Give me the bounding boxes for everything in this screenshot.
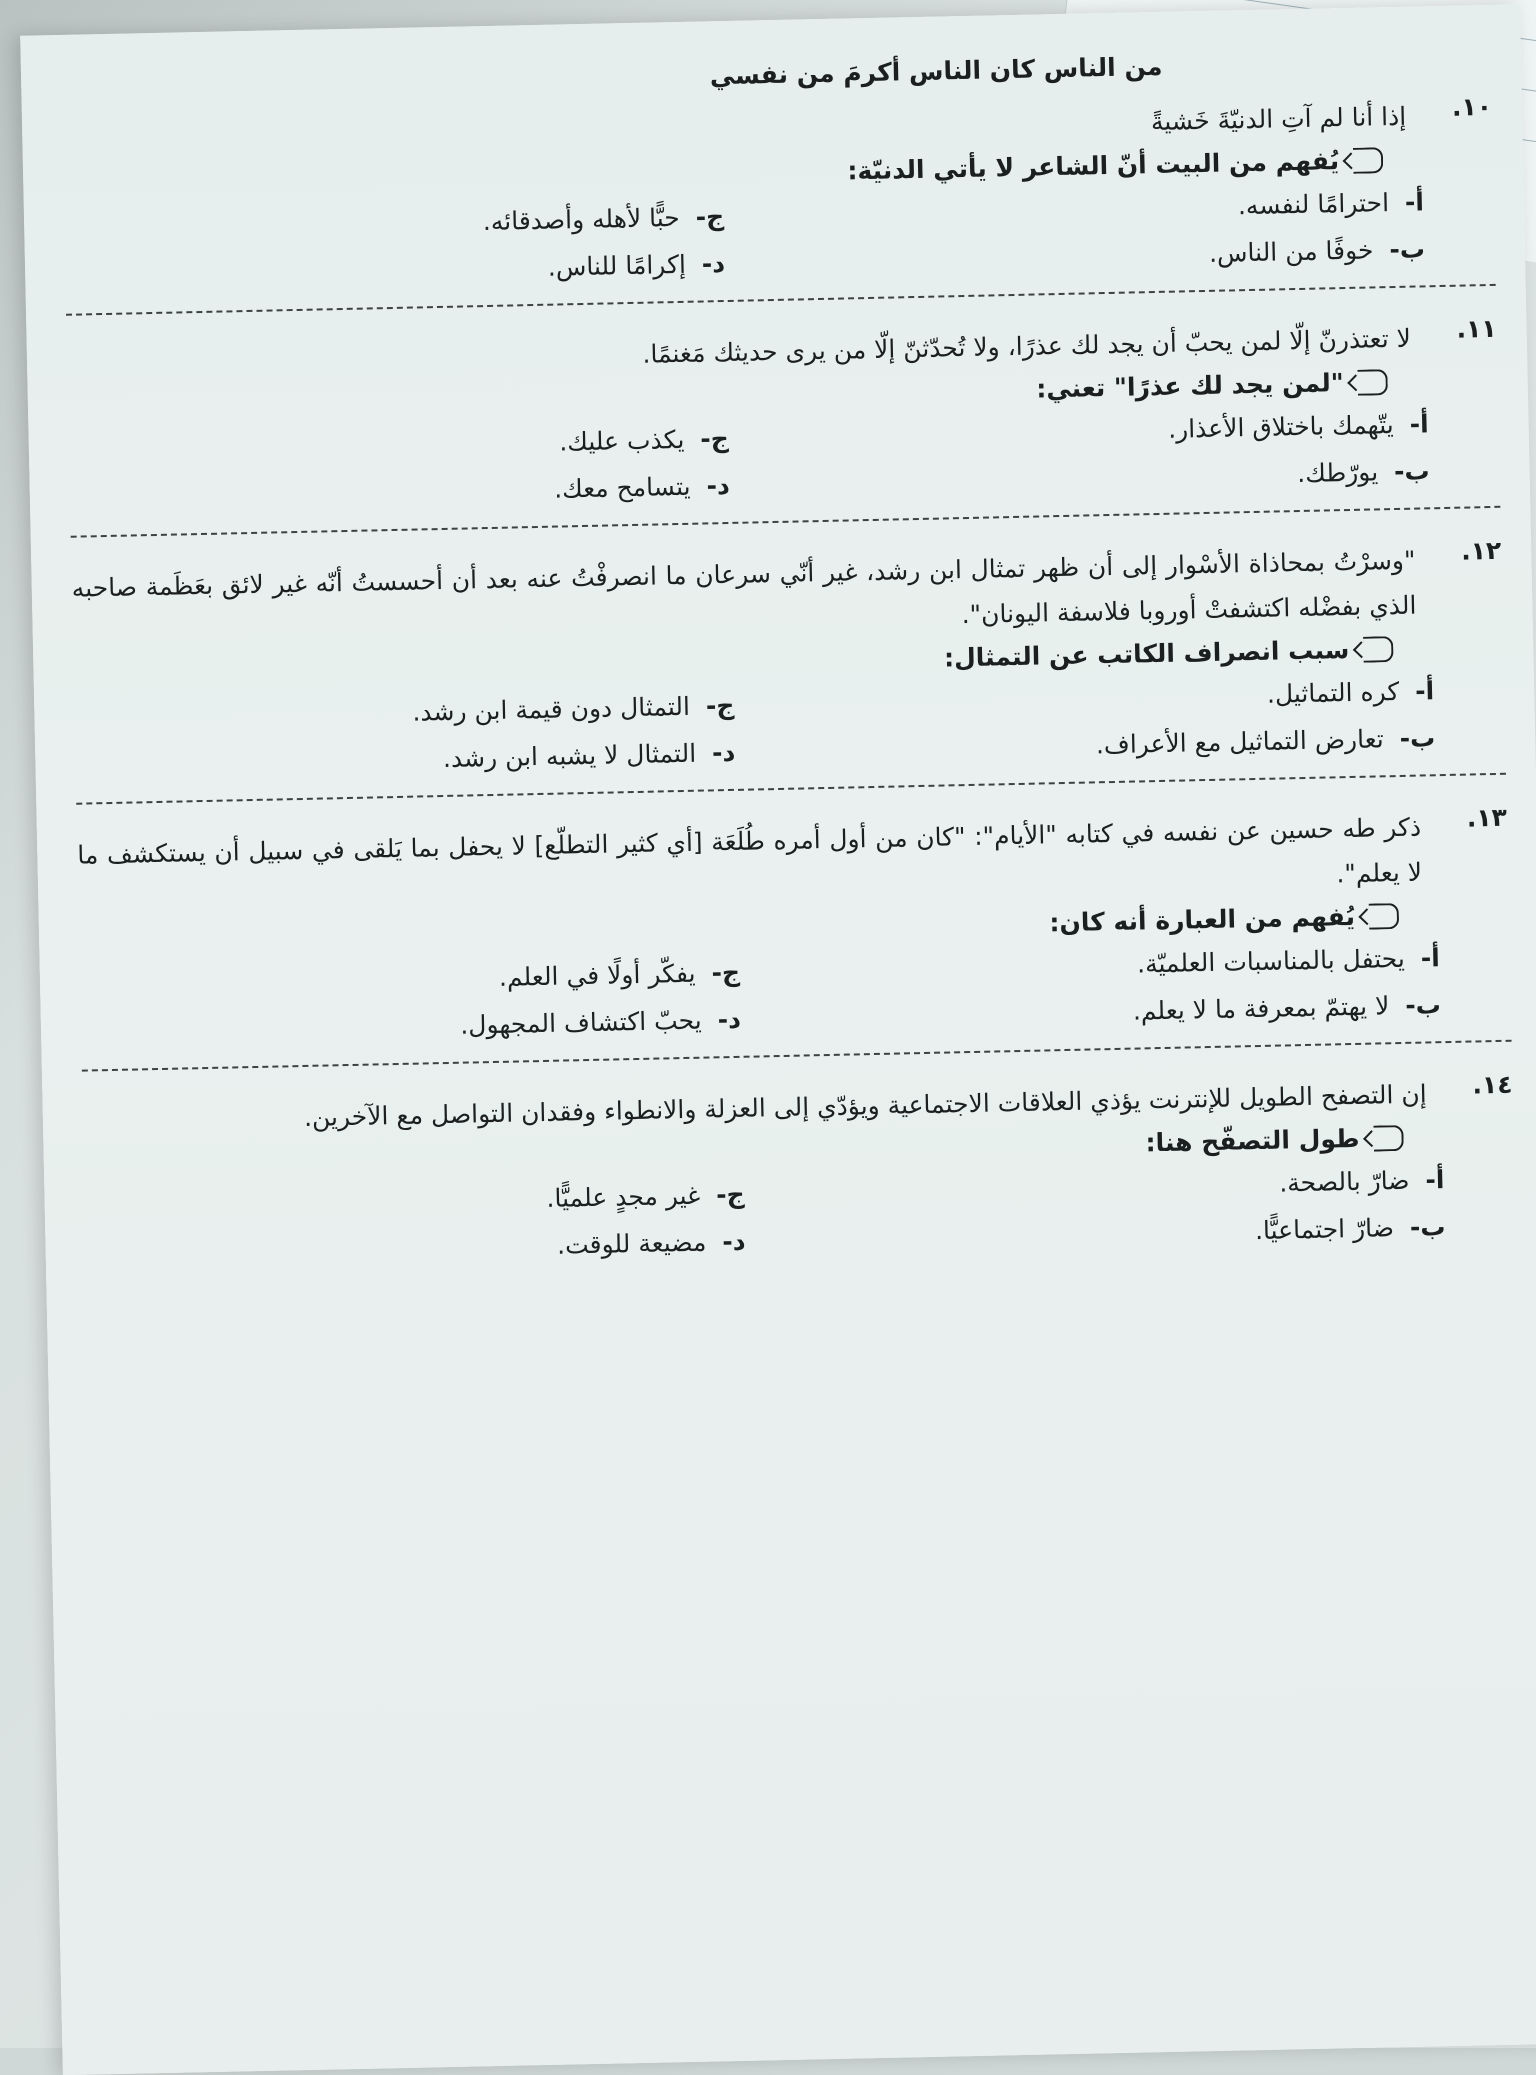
option-b[interactable] <box>769 456 1429 499</box>
option-letter: ب- <box>1399 723 1436 753</box>
option-d[interactable] <box>85 1227 745 1270</box>
option-letter: ج- <box>700 423 730 454</box>
option-text: مضيعة للوقت. <box>556 1227 707 1260</box>
option-text: تعارض التماثيل مع الأعراف. <box>1095 724 1384 760</box>
pointing-hand-icon <box>1357 369 1388 396</box>
option-b[interactable] <box>785 1212 1445 1255</box>
options-list <box>74 675 1505 781</box>
question-13 <box>77 803 1511 1048</box>
question-number: ١٢. <box>1460 535 1502 566</box>
question-number: ١١. <box>1456 313 1497 344</box>
options-list <box>64 186 1495 292</box>
option-d[interactable] <box>81 1005 741 1048</box>
question-text: لا تعتذرنّ إلّا لمن يحبّ أن يجد لك عذرًا، ولا تُحدّثنّ إلّا من يرى حديثك مَغنمًا. <box>642 323 1412 369</box>
option-d[interactable] <box>70 471 730 514</box>
question-text: ذكر طه حسين عن نفسه في كتابه "الأيام": "كان من أول أمره طُلَعَة [أي كثير التطلّع] لا يحفل بما يَلقى في سبيل أن يستكشف ما لا يعلم". <box>77 812 1423 889</box>
option-letter: ج- <box>695 202 725 232</box>
pointing-hand-icon <box>1363 636 1394 663</box>
exam-sheet <box>20 4 1536 2075</box>
question-10 <box>62 92 1495 292</box>
question-text: إذا أنا لم آتِ الدنيّةَ خَشيةً <box>1150 101 1407 137</box>
option-text: كره التماثيل. <box>1266 676 1400 709</box>
option-c[interactable] <box>69 424 729 467</box>
option-text: غير مجدٍ علميًّا. <box>546 1180 701 1213</box>
option-text: يفكّر أولًا في العلم. <box>498 958 696 992</box>
option-text: التمثال لا يشبه ابن رشد. <box>442 738 697 774</box>
option-letter: أ- <box>1404 187 1425 217</box>
option-text: التمثال دون قيمة ابن رشد. <box>412 691 691 727</box>
question-number: ١٠. <box>1451 91 1493 122</box>
pointing-hand-icon <box>1353 147 1384 174</box>
option-letter: ج- <box>711 957 741 988</box>
options-list <box>69 408 1500 514</box>
dashed-divider <box>71 506 1501 538</box>
option-a[interactable] <box>768 409 1428 452</box>
option-letter: ب- <box>1409 1212 1446 1242</box>
option-letter: أ- <box>1420 943 1441 973</box>
option-text: ضارّ اجتماعيًّا. <box>1254 1213 1395 1246</box>
option-text: حبًّا لأهله وأصدقائه. <box>482 202 681 237</box>
option-a[interactable] <box>764 187 1424 230</box>
prompt-text: سبب انصراف الكاتب عن التمثال: <box>943 635 1350 673</box>
option-c[interactable] <box>80 958 740 1001</box>
option-letter: د- <box>722 1226 746 1257</box>
question-number: ١٣. <box>1466 802 1508 833</box>
options-list <box>84 1164 1515 1270</box>
option-text: لا يهتمّ بمعرفة ما لا يعلم. <box>1132 991 1390 1026</box>
prompt-text: طول التصفّح هنا: <box>1145 1123 1360 1158</box>
option-letter: د- <box>711 737 736 768</box>
pointing-hand-icon <box>1373 1124 1404 1151</box>
dashed-divider <box>82 1040 1512 1072</box>
question-12 <box>71 536 1505 781</box>
option-b[interactable] <box>781 990 1441 1033</box>
option-letter: أ- <box>1414 676 1435 706</box>
exam-content <box>61 45 1532 2055</box>
option-a[interactable] <box>780 943 1440 986</box>
question-number: ١٤. <box>1472 1069 1513 1100</box>
option-text: يورّطك. <box>1296 457 1379 489</box>
option-b[interactable] <box>765 234 1425 277</box>
prompt-text: يُفهم من العبارة أنه كان: <box>1049 901 1356 938</box>
option-text: احترامًا لنفسه. <box>1237 188 1390 221</box>
pointing-hand-icon <box>1369 903 1400 930</box>
question-14 <box>82 1070 1515 1270</box>
option-letter: ب- <box>1393 456 1430 487</box>
option-letter: د- <box>717 1004 742 1035</box>
option-letter: ب- <box>1389 234 1426 265</box>
option-text: يكذب عليك. <box>558 424 685 457</box>
option-c[interactable] <box>74 691 734 734</box>
option-text: خوفًا من الناس. <box>1208 235 1374 268</box>
option-c[interactable] <box>64 202 724 245</box>
option-d[interactable] <box>75 738 735 781</box>
option-text: يتسامح معك. <box>553 471 691 504</box>
option-text: يحتفل بالمناسبات العلميّة. <box>1136 943 1406 979</box>
option-b[interactable] <box>775 723 1435 766</box>
option-a[interactable] <box>784 1165 1444 1208</box>
option-letter: ج- <box>715 1179 745 1210</box>
option-letter: د- <box>701 248 726 279</box>
dashed-divider <box>66 284 1496 316</box>
option-a[interactable] <box>774 676 1434 719</box>
option-letter: أ- <box>1409 409 1429 439</box>
option-letter: ج- <box>705 690 735 721</box>
option-text: إكرامًا للناس. <box>547 249 687 282</box>
option-text: يتّهمك باختلاق الأعذار. <box>1167 410 1394 444</box>
prompt-text: يُفهم من البيت أنّ الشاعر لا يأتي الدنيّة: <box>847 146 1340 186</box>
dashed-divider <box>76 773 1506 805</box>
option-text: يحبّ اكتشاف المجهول. <box>459 1005 703 1040</box>
option-letter: ب- <box>1404 990 1442 1020</box>
option-letter: أ- <box>1425 1165 1445 1195</box>
prompt-text: "لمن يجد لك عذرًا" تعني: <box>1035 368 1345 404</box>
question-text: "وسرْتُ بمحاذاة الأسْوار إلى أن ظهر تمثال ابن رشد، غير أنّي سرعان ما انصرفْتُ عنه بعد أن أحسستُ أنّه غير لائق بعَظَمة صاحبه الذي بفضْله اكتشفتْ أوروبا فلاسفة اليونان". <box>71 545 1417 630</box>
options-list <box>80 942 1511 1048</box>
option-letter: د- <box>706 470 731 501</box>
question-11 <box>67 314 1500 514</box>
option-text: ضارّ بالصحة. <box>1278 1165 1410 1198</box>
option-c[interactable] <box>84 1180 744 1223</box>
verse-continuation: من الناس كان الناس أكرمَ من نفسي <box>709 51 1163 91</box>
option-d[interactable] <box>65 249 725 292</box>
question-text: إن التصفح الطويل للإنترنت يؤذي العلاقات الاجتماعية ويؤدّي إلى العزلة والانطواء وفقدان التواصل مع الآخرين. <box>303 1079 1427 1132</box>
